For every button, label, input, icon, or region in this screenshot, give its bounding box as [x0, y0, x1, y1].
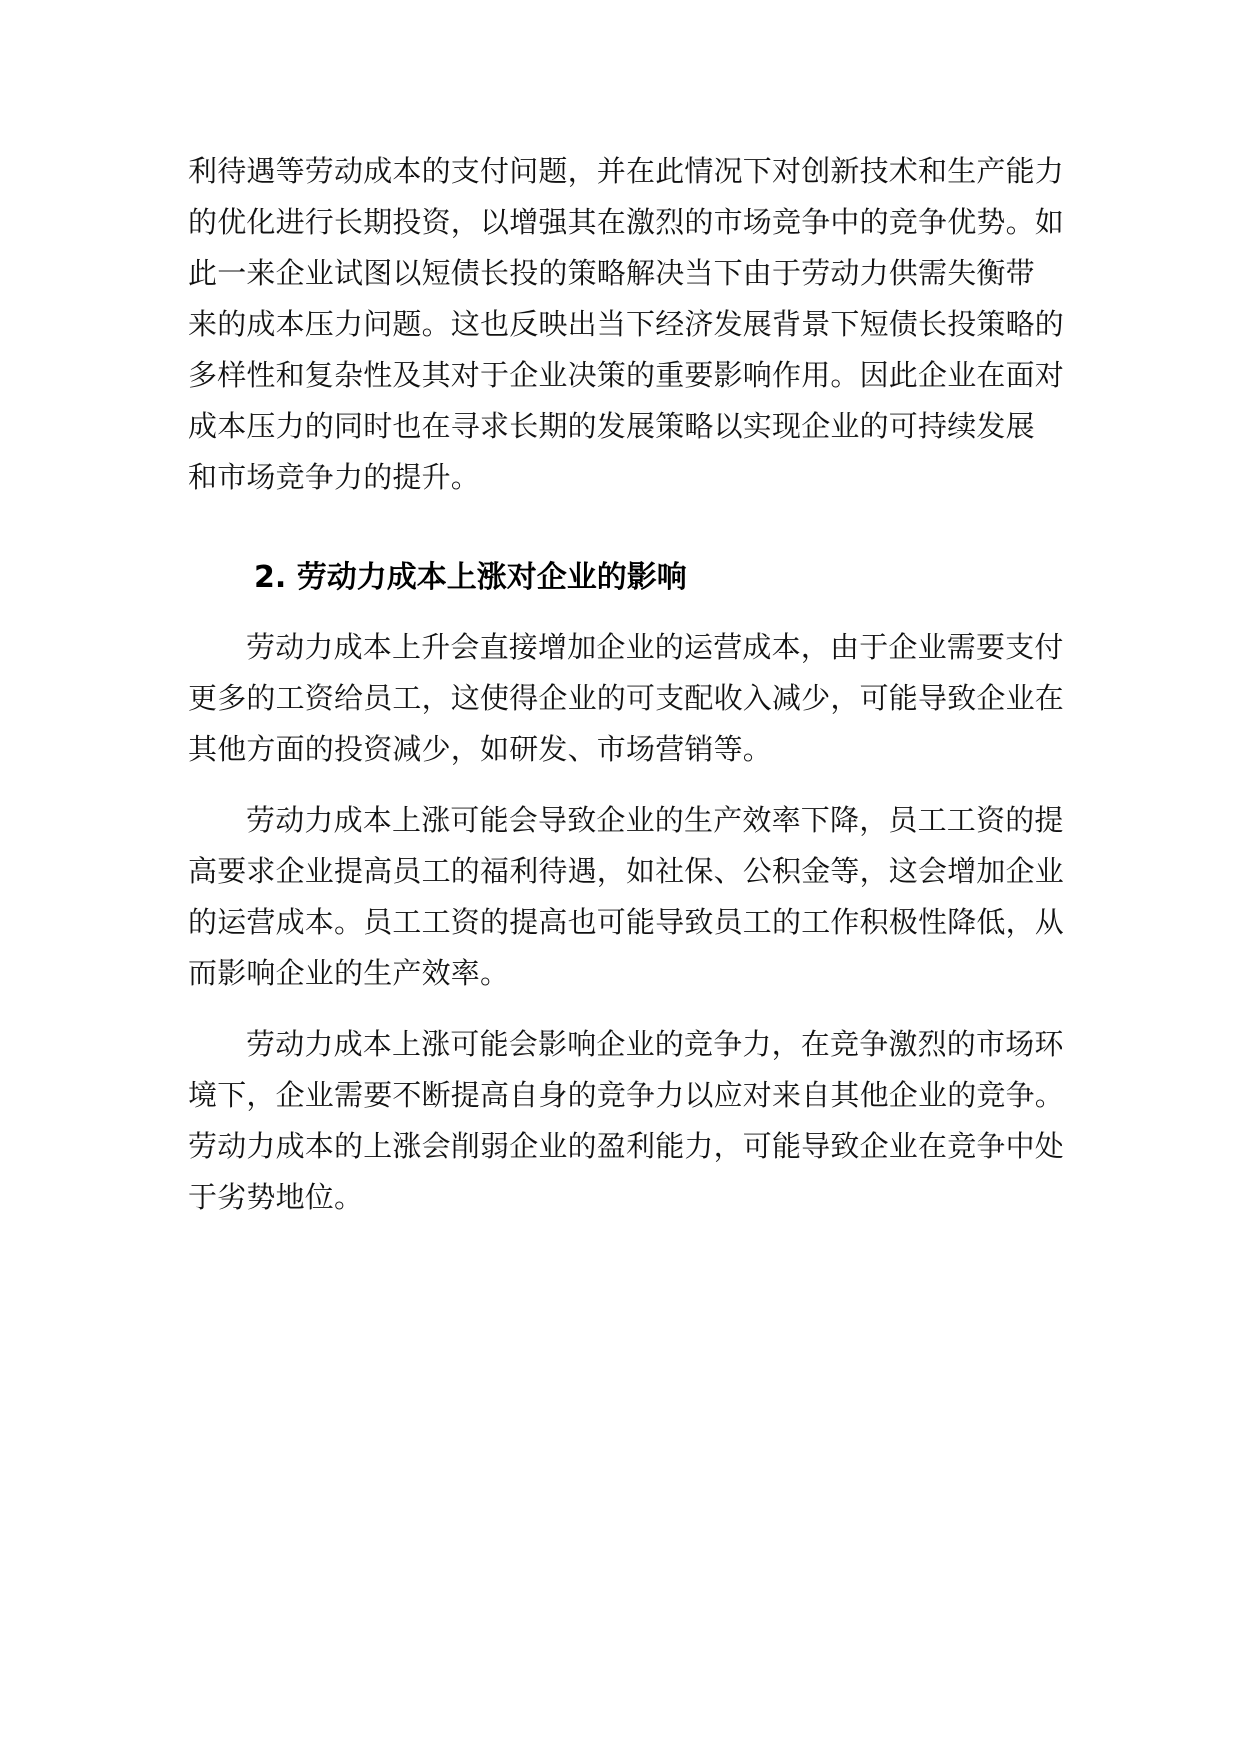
text-line: 劳动力成本上升会直接增加企业的运营成本，由于企业需要支付 — [246, 630, 1064, 664]
text-line: 更多的工资给员工，这使得企业的可支配收入减少，可能导致企业在 — [188, 681, 1065, 715]
text-line: 此一来企业试图以短债长投的策略解决当下由于劳动力供需失衡带 — [188, 256, 1035, 290]
text-line: 劳动力成本的上涨会削弱企业的盈利能力，可能导致企业在竞争中处 — [188, 1129, 1065, 1163]
text-line: 利待遇等劳动成本的支付问题，并在此情况下对创新技术和生产能力 — [188, 154, 1065, 188]
text-line: 劳动力成本上涨可能会导致企业的生产效率下降，员工工资的提 — [246, 803, 1064, 837]
text-line: 高要求企业提高员工的福利待遇，如社保、公积金等，这会增加企业 — [188, 854, 1065, 888]
text-line: 多样性和复杂性及其对于企业决策的重要影响作用。因此企业在面对 — [188, 358, 1065, 392]
text-line: 于劣势地位。 — [188, 1180, 364, 1214]
text-line: 的运营成本。员工工资的提高也可能导致员工的工作积极性降低，从 — [188, 905, 1065, 939]
section-heading: 2. 劳动力成本上涨对企业的影响 — [254, 560, 687, 595]
text-line: 劳动力成本上涨可能会影响企业的竞争力，在竞争激烈的市场环 — [246, 1027, 1064, 1061]
text-line: 其他方面的投资减少，如研发、市场营销等。 — [188, 732, 773, 766]
text-line: 而影响企业的生产效率。 — [188, 956, 510, 990]
text-line: 和市场竞争力的提升。 — [188, 460, 481, 494]
text-line: 来的成本压力问题。这也反映出当下经济发展背景下短债长投策略的 — [188, 307, 1065, 341]
text-line: 成本压力的同时也在寻求长期的发展策略以实现企业的可持续发展 — [188, 409, 1035, 443]
text-line: 境下，企业需要不断提高自身的竞争力以应对来自其他企业的竞争。 — [188, 1078, 1065, 1112]
text-line: 的优化进行长期投资，以增强其在激烈的市场竞争中的竞争优势。如 — [188, 205, 1065, 239]
